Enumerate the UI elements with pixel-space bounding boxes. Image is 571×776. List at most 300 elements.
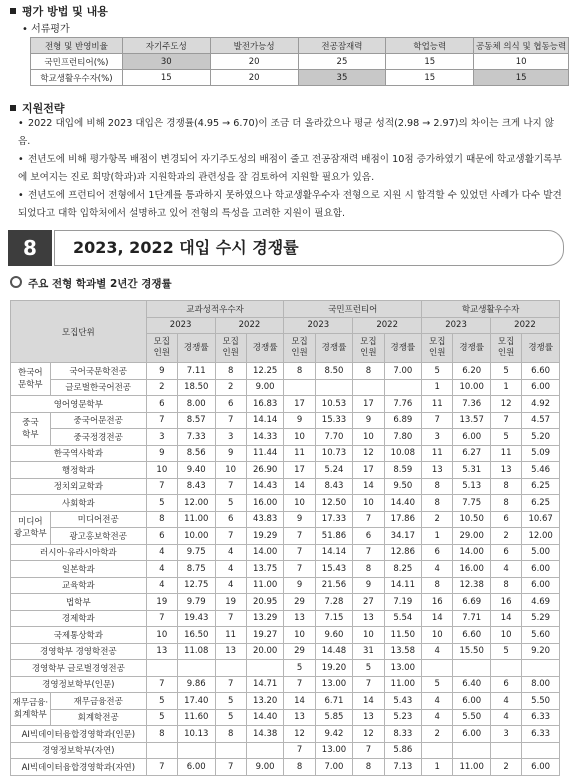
value-cell: 9.50 <box>384 478 422 495</box>
unit-name: 미디어전공 <box>50 511 146 528</box>
value-cell: 6.00 <box>522 561 560 578</box>
value-cell: 13 <box>422 462 453 479</box>
value-cell: 4 <box>215 577 246 594</box>
table-row <box>11 429 560 446</box>
value-cell: 2 <box>490 528 521 545</box>
value-cell: 12 <box>353 445 384 462</box>
value-cell: 8 <box>422 577 453 594</box>
value-cell: 5.86 <box>384 742 422 759</box>
value-cell: 5 <box>215 693 246 710</box>
eval-cell: 15 <box>122 70 210 86</box>
table-row <box>11 561 560 578</box>
unit-name: 재무금융전공 <box>50 693 146 710</box>
value-cell: 5.50 <box>522 693 560 710</box>
value-cell: 10.73 <box>315 445 353 462</box>
value-cell: 7 <box>422 412 453 429</box>
value-cell: 7 <box>215 759 246 776</box>
value-cell: 13.58 <box>384 643 422 660</box>
value-cell: 13 <box>215 643 246 660</box>
value-cell: 4 <box>422 561 453 578</box>
value-cell: 8 <box>284 759 315 776</box>
eval-header-cell: 자기주도성 <box>122 38 210 54</box>
value-cell: 14 <box>284 693 315 710</box>
value-cell: 5.54 <box>384 610 422 627</box>
value-cell: 8.75 <box>177 561 215 578</box>
year-header: 2023 <box>146 317 215 334</box>
unit-name: 중국어문전공 <box>50 412 146 429</box>
value-cell: 4 <box>490 709 521 726</box>
value-cell: 10.67 <box>522 511 560 528</box>
unit-name: 법학부 <box>11 594 147 611</box>
eval-cell: 20 <box>210 54 298 70</box>
unit-name: 경영정보학부(자연) <box>11 742 147 759</box>
table-row <box>11 511 560 528</box>
value-cell: 6.25 <box>522 495 560 512</box>
eval-header-cell: 공동체 의식 및 협동능력 <box>474 38 569 54</box>
value-cell: 9.79 <box>177 594 215 611</box>
strategy-heading: 지원전략 <box>10 100 65 116</box>
table-row <box>11 412 560 429</box>
unit-name: 정치외교학과 <box>11 478 147 495</box>
value-cell: 11 <box>422 396 453 413</box>
value-cell: 10 <box>353 627 384 644</box>
table-row <box>11 462 560 479</box>
value-cell: 5.29 <box>522 610 560 627</box>
value-cell <box>453 660 491 677</box>
header-row-groups <box>11 301 560 318</box>
value-cell: 2 <box>215 379 246 396</box>
unit-name: AI빅데이터융합경영학과(자연) <box>11 759 147 776</box>
section-number: 8 <box>8 230 52 266</box>
sub-header: 경쟁률 <box>315 334 353 363</box>
value-cell: 13 <box>146 643 177 660</box>
value-cell: 19.27 <box>246 627 284 644</box>
value-cell: 16 <box>422 594 453 611</box>
value-cell: 14.00 <box>453 544 491 561</box>
value-cell: 4 <box>422 643 453 660</box>
table-row <box>11 544 560 561</box>
square-bullet-icon <box>10 105 16 111</box>
value-cell <box>146 742 177 759</box>
value-cell: 6.00 <box>522 759 560 776</box>
value-cell: 17 <box>284 462 315 479</box>
unit-name: 행정학과 <box>11 462 147 479</box>
unit-name: 경영학부 경영학전공 <box>11 643 147 660</box>
eval-cell: 25 <box>298 54 386 70</box>
value-cell: 16.00 <box>453 561 491 578</box>
value-cell: 7.00 <box>384 363 422 380</box>
value-cell: 16.00 <box>246 495 284 512</box>
value-cell: 7 <box>146 478 177 495</box>
value-cell: 4 <box>490 693 521 710</box>
value-cell: 4 <box>215 561 246 578</box>
value-cell: 7.76 <box>384 396 422 413</box>
value-cell: 7.70 <box>315 429 353 446</box>
unit-name: 글로벌한국어전공 <box>50 379 146 396</box>
eval-cell: 학교생활우수자(%) <box>31 70 123 86</box>
sub-header: 모집 인원 <box>146 334 177 363</box>
value-cell: 10.00 <box>453 379 491 396</box>
sub-header: 모집 인원 <box>490 334 521 363</box>
group-cell: 한국어 문학부 <box>11 363 51 396</box>
value-cell <box>246 660 284 677</box>
table-row <box>11 627 560 644</box>
value-cell: 7 <box>284 561 315 578</box>
value-cell: 8.33 <box>384 726 422 743</box>
value-cell <box>422 742 453 759</box>
value-cell: 7.71 <box>453 610 491 627</box>
unit-name: 회계학전공 <box>50 709 146 726</box>
value-cell: 8.56 <box>177 445 215 462</box>
value-cell: 11.00 <box>384 676 422 693</box>
value-cell: 3 <box>215 429 246 446</box>
value-cell: 4.69 <box>522 594 560 611</box>
value-cell: 8 <box>353 363 384 380</box>
value-cell: 5 <box>490 363 521 380</box>
unit-name: 일본학과 <box>11 561 147 578</box>
value-cell: 7 <box>353 742 384 759</box>
value-cell: 5 <box>353 660 384 677</box>
value-cell <box>215 660 246 677</box>
value-cell: 7.15 <box>315 610 353 627</box>
eval-header-cell: 발전가능성 <box>210 38 298 54</box>
value-cell: 14.33 <box>246 429 284 446</box>
value-cell: 4 <box>215 544 246 561</box>
value-cell: 8 <box>215 726 246 743</box>
value-cell: 14 <box>422 610 453 627</box>
table-row <box>11 660 560 677</box>
value-cell: 12.50 <box>315 495 353 512</box>
value-cell: 4 <box>146 561 177 578</box>
value-cell <box>522 742 560 759</box>
value-cell: 6.00 <box>522 577 560 594</box>
value-cell: 29 <box>284 594 315 611</box>
value-cell: 19 <box>146 594 177 611</box>
value-cell: 2 <box>490 759 521 776</box>
value-cell: 17.86 <box>384 511 422 528</box>
group-cell: 중국 학부 <box>11 412 51 445</box>
table-row <box>11 478 560 495</box>
value-cell: 8 <box>422 495 453 512</box>
value-cell: 13 <box>284 610 315 627</box>
value-cell: 11.00 <box>246 577 284 594</box>
value-cell: 7.36 <box>453 396 491 413</box>
value-cell: 12.00 <box>177 495 215 512</box>
eval-header-row <box>31 38 569 54</box>
value-cell: 2 <box>146 379 177 396</box>
table-row <box>11 726 560 743</box>
circle-bullet-icon <box>10 276 22 288</box>
value-cell: 10.50 <box>453 511 491 528</box>
value-cell: 2 <box>422 511 453 528</box>
value-cell: 12.25 <box>246 363 284 380</box>
unit-name: 사회학과 <box>11 495 147 512</box>
value-cell: 6 <box>422 544 453 561</box>
value-cell: 9 <box>146 363 177 380</box>
value-cell: 6.27 <box>453 445 491 462</box>
value-cell: 8 <box>353 561 384 578</box>
eval-row <box>31 70 569 86</box>
strategy-bullet: • 전년도에 프런티어 전형에서 1단계를 통과하지 못하였으나 학교생활우수자 전형으로 지원 시 합격할 수 있었던 사례가 다수 발견되었다고 대학 입학처에서 설명하고 있어 전형의 특성을 고려한 지원이 필요함. <box>18 190 562 219</box>
value-cell: 34.17 <box>384 528 422 545</box>
value-cell: 31 <box>353 643 384 660</box>
value-cell: 7 <box>215 610 246 627</box>
value-cell: 3 <box>422 429 453 446</box>
value-cell: 10.00 <box>177 528 215 545</box>
value-cell: 9 <box>284 412 315 429</box>
value-cell: 5 <box>422 676 453 693</box>
value-cell: 12.38 <box>453 577 491 594</box>
value-cell: 5.09 <box>522 445 560 462</box>
value-cell: 4 <box>490 561 521 578</box>
strategy-bullet: • 2022 대입에 비해 2023 대입은 경쟁률(4.95 → 6.70)이 조금 더 올라갔으나 평균 성적(2.98 → 2.97)의 차이는 크게 나지 않음. <box>18 118 555 147</box>
value-cell: 20.00 <box>246 643 284 660</box>
eval-cell: 30 <box>122 54 210 70</box>
value-cell <box>453 742 491 759</box>
eval-subheading: • 서류평가 <box>22 24 70 35</box>
sub-header: 경쟁률 <box>453 334 491 363</box>
eval-cell: 국민프런티어(%) <box>31 54 123 70</box>
value-cell <box>490 742 521 759</box>
value-cell: 9 <box>215 445 246 462</box>
value-cell: 2 <box>422 726 453 743</box>
value-cell: 9.40 <box>177 462 215 479</box>
value-cell <box>177 742 215 759</box>
value-cell <box>215 742 246 759</box>
value-cell <box>490 660 521 677</box>
group-cell: 재무금융· 회계학부 <box>11 693 51 726</box>
value-cell <box>384 379 422 396</box>
table-row <box>11 445 560 462</box>
value-cell: 13.75 <box>246 561 284 578</box>
table-row <box>11 709 560 726</box>
value-cell: 7 <box>284 676 315 693</box>
value-cell: 6.69 <box>453 594 491 611</box>
competition-table <box>10 300 560 776</box>
value-cell <box>246 742 284 759</box>
sub-header: 모집 인원 <box>284 334 315 363</box>
value-cell: 11.60 <box>177 709 215 726</box>
value-cell: 5.00 <box>522 544 560 561</box>
value-cell: 9.75 <box>177 544 215 561</box>
value-cell <box>522 660 560 677</box>
value-cell: 8.57 <box>177 412 215 429</box>
value-cell: 6 <box>490 511 521 528</box>
value-cell: 6.00 <box>453 429 491 446</box>
year-header: 2023 <box>284 317 353 334</box>
unit-name: 광고홍보학전공 <box>50 528 146 545</box>
value-cell: 5 <box>422 363 453 380</box>
table-row <box>11 610 560 627</box>
value-cell: 8.00 <box>522 676 560 693</box>
eval-header-cell: 전공잠재력 <box>298 38 386 54</box>
eval-heading: 평가 방법 및 내용 <box>10 3 108 19</box>
value-cell: 7 <box>353 544 384 561</box>
eval-row <box>31 54 569 70</box>
eval-table <box>30 37 569 86</box>
value-cell: 9 <box>284 577 315 594</box>
eval-cell: 15 <box>386 70 474 86</box>
value-cell: 12 <box>353 726 384 743</box>
value-cell: 7 <box>215 528 246 545</box>
value-cell: 7.13 <box>384 759 422 776</box>
value-cell: 5 <box>490 643 521 660</box>
value-cell: 4 <box>422 693 453 710</box>
value-cell: 19 <box>215 594 246 611</box>
value-cell: 8 <box>215 363 246 380</box>
value-cell: 14.43 <box>246 478 284 495</box>
value-cell: 29.00 <box>453 528 491 545</box>
year-header: 2023 <box>422 317 491 334</box>
value-cell: 9 <box>284 511 315 528</box>
value-cell: 13.00 <box>315 742 353 759</box>
value-cell: 16.83 <box>246 396 284 413</box>
value-cell: 1 <box>490 379 521 396</box>
strategy-bullet: • 전년도에 비해 평가항목 배점이 변경되어 자기주도성의 배점이 줄고 전공잠재력 배점이 10점 증가하였기 때문에 학교생활기록부에 보여지는 진로 희망(학과)과 지원학과의 관련성을 잘 검토하여 지원할 필요가 있음. <box>18 154 562 183</box>
value-cell: 4 <box>146 577 177 594</box>
square-bullet-icon <box>10 8 16 14</box>
value-cell: 10 <box>490 627 521 644</box>
value-cell: 14.14 <box>246 412 284 429</box>
value-cell: 11 <box>422 445 453 462</box>
value-cell: 13.29 <box>246 610 284 627</box>
table-row <box>11 379 560 396</box>
section-banner <box>8 230 564 266</box>
value-cell: 12.00 <box>522 528 560 545</box>
value-cell: 19.29 <box>246 528 284 545</box>
value-cell: 12.86 <box>384 544 422 561</box>
value-cell: 3 <box>146 429 177 446</box>
value-cell: 5.85 <box>315 709 353 726</box>
value-cell: 6 <box>146 396 177 413</box>
value-cell: 14.14 <box>315 544 353 561</box>
eval-cell: 15 <box>386 54 474 70</box>
value-cell: 26.90 <box>246 462 284 479</box>
value-cell: 8 <box>353 759 384 776</box>
value-cell: 19.43 <box>177 610 215 627</box>
value-cell: 14.00 <box>246 544 284 561</box>
value-cell: 1 <box>422 528 453 545</box>
value-cell: 14.71 <box>246 676 284 693</box>
value-cell: 14.48 <box>315 643 353 660</box>
table-row <box>11 396 560 413</box>
value-cell: 17.40 <box>177 693 215 710</box>
value-cell: 7 <box>146 676 177 693</box>
value-cell: 7.75 <box>453 495 491 512</box>
value-cell: 10 <box>284 429 315 446</box>
value-cell: 10 <box>353 429 384 446</box>
table-row <box>11 363 560 380</box>
value-cell: 7 <box>353 511 384 528</box>
value-cell: 5 <box>146 709 177 726</box>
value-cell: 15.43 <box>315 561 353 578</box>
value-cell: 8.43 <box>315 478 353 495</box>
value-cell: 8.59 <box>384 462 422 479</box>
sub-header: 모집 인원 <box>422 334 453 363</box>
value-cell: 7.80 <box>384 429 422 446</box>
value-cell: 5 <box>490 429 521 446</box>
value-cell: 6.33 <box>522 709 560 726</box>
value-cell: 10 <box>353 495 384 512</box>
value-cell: 19.20 <box>315 660 353 677</box>
value-cell: 9.00 <box>246 759 284 776</box>
value-cell: 12.75 <box>177 577 215 594</box>
value-cell <box>146 660 177 677</box>
sub-header: 경쟁률 <box>384 334 422 363</box>
value-cell: 13.57 <box>453 412 491 429</box>
value-cell: 14 <box>353 478 384 495</box>
value-cell: 12 <box>284 726 315 743</box>
year-header: 2022 <box>490 317 559 334</box>
value-cell: 8 <box>490 495 521 512</box>
value-cell: 5 <box>146 495 177 512</box>
value-cell: 11.00 <box>177 511 215 528</box>
eval-cell: 35 <box>298 70 386 86</box>
table-row <box>11 528 560 545</box>
table-row <box>11 676 560 693</box>
value-cell: 6.60 <box>453 627 491 644</box>
value-cell: 13 <box>353 610 384 627</box>
value-cell <box>315 379 353 396</box>
value-cell: 10 <box>146 627 177 644</box>
unit-name: AI빅데이터융합경영학과(인문) <box>11 726 147 743</box>
value-cell: 7 <box>215 478 246 495</box>
value-cell: 9.60 <box>315 627 353 644</box>
value-cell: 10 <box>146 462 177 479</box>
eval-header-cell: 전형 및 반영비율 <box>31 38 123 54</box>
value-cell: 12 <box>490 396 521 413</box>
value-cell: 6 <box>353 528 384 545</box>
table-caption: 주요 전형 학과별 2년간 경쟁률 <box>10 276 172 291</box>
value-cell: 17 <box>353 462 384 479</box>
value-cell: 14 <box>490 610 521 627</box>
value-cell: 5.20 <box>522 429 560 446</box>
sub-header: 모집 인원 <box>215 334 246 363</box>
value-cell: 15.50 <box>453 643 491 660</box>
value-cell: 5.31 <box>453 462 491 479</box>
value-cell: 9 <box>146 445 177 462</box>
value-cell: 7 <box>353 676 384 693</box>
year-header: 2022 <box>215 317 284 334</box>
value-cell: 9 <box>353 577 384 594</box>
unit-name: 러시아·유라시아학과 <box>11 544 147 561</box>
value-cell: 27 <box>353 594 384 611</box>
value-cell: 5.23 <box>384 709 422 726</box>
value-cell: 14 <box>284 478 315 495</box>
value-cell: 17.33 <box>315 511 353 528</box>
unit-name: 국제통상학과 <box>11 627 147 644</box>
eval-cell: 15 <box>474 70 569 86</box>
value-cell: 13.00 <box>384 660 422 677</box>
value-cell: 11 <box>490 445 521 462</box>
value-cell: 6.40 <box>453 676 491 693</box>
value-cell: 43.83 <box>246 511 284 528</box>
sub-header: 경쟁률 <box>522 334 560 363</box>
value-cell: 6.89 <box>384 412 422 429</box>
value-cell: 7 <box>284 528 315 545</box>
value-cell: 3 <box>490 726 521 743</box>
value-cell <box>353 379 384 396</box>
table-row <box>11 643 560 660</box>
value-cell: 5 <box>215 709 246 726</box>
value-cell: 5.13 <box>453 478 491 495</box>
value-cell: 7 <box>146 412 177 429</box>
value-cell: 10.13 <box>177 726 215 743</box>
value-cell: 8 <box>422 478 453 495</box>
value-cell: 17 <box>353 396 384 413</box>
value-cell: 10.53 <box>315 396 353 413</box>
value-cell: 7.00 <box>315 759 353 776</box>
